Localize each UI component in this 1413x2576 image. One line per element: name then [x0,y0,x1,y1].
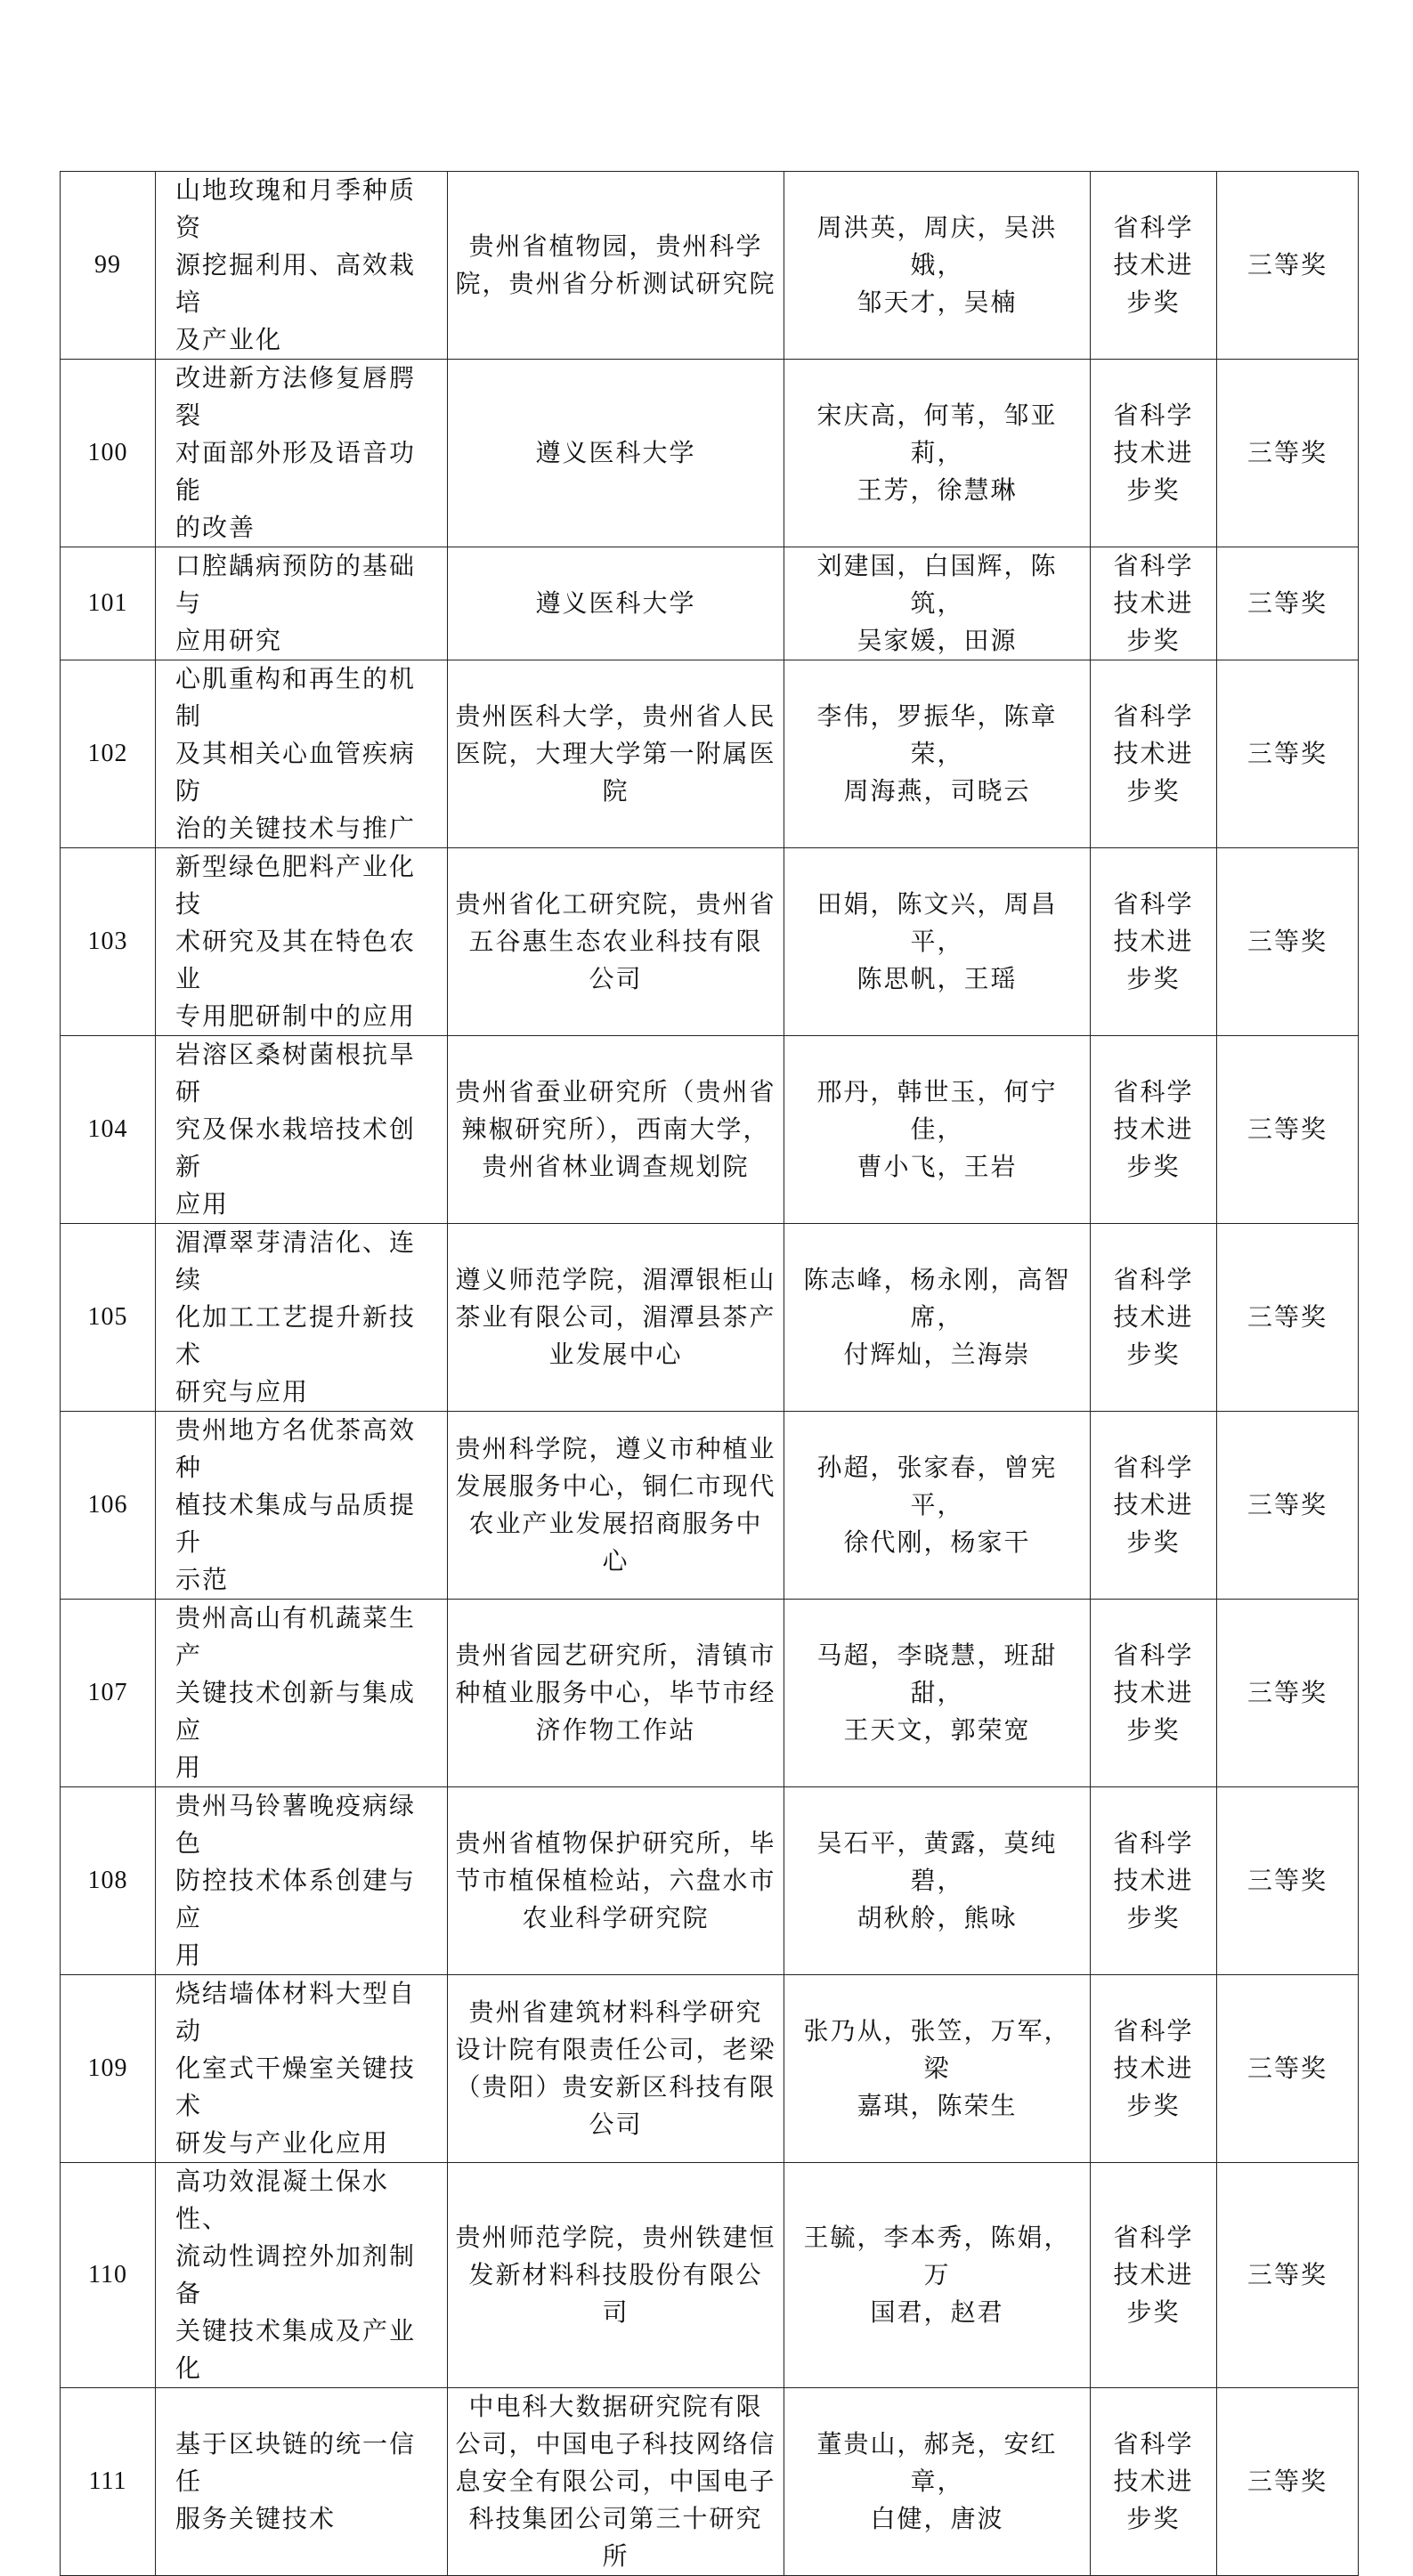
contributors: 田娟，陈文兴，周昌平， 陈思帆，王瑶 [784,848,1091,1036]
table-row [61,360,1359,547]
project-title: 贵州马铃薯晚疫病绿色 防控技术体系创建与应 用 [156,1787,448,1975]
contributors: 张乃从，张笠，万军，梁 嘉琪，陈荣生 [784,1975,1091,2163]
project-title: 心肌重构和再生的机制 及其相关心血管疾病防 治的关键技术与推广 [156,660,448,848]
award-level: 三等奖 [1217,360,1359,547]
project-title: 改进新方法修复唇腭裂 对面部外形及语音功能 的改善 [156,360,448,547]
award-category: 省科学 技术进 步奖 [1091,1787,1217,1975]
table-row [61,660,1359,848]
table-row [61,1975,1359,2163]
organizations: 贵州省植物保护研究所，毕 节市植保植检站，六盘水市 农业科学研究院 [448,1787,784,1975]
organizations: 遵义医科大学 [448,360,784,547]
row-number: 109 [61,1975,156,2163]
award-level: 三等奖 [1217,2163,1359,2388]
table-row [61,2388,1359,2576]
award-category: 省科学 技术进 步奖 [1091,2163,1217,2388]
organizations: 贵州医科大学，贵州省人民 医院，大理大学第一附属医 院 [448,660,784,848]
award-category: 省科学 技术进 步奖 [1091,360,1217,547]
row-number: 106 [61,1412,156,1600]
organizations: 贵州省植物园，贵州科学 院，贵州省分析测试研究院 [448,172,784,360]
row-number: 107 [61,1600,156,1787]
award-level: 三等奖 [1217,1036,1359,1224]
row-number: 103 [61,848,156,1036]
award-category: 省科学 技术进 步奖 [1091,660,1217,848]
project-title: 贵州地方名优茶高效种 植技术集成与品质提升 示范 [156,1412,448,1600]
table-row [61,172,1359,360]
contributors: 王毓，李本秀，陈娟，万 国君，赵君 [784,2163,1091,2388]
table-row [61,1600,1359,1787]
award-level: 三等奖 [1217,1600,1359,1787]
project-title: 高功效混凝土保水性、 流动性调控外加剂制备 关键技术集成及产业化 [156,2163,448,2388]
project-title: 山地玫瑰和月季种质资 源挖掘利用、高效栽培 及产业化 [156,172,448,360]
project-title: 烧结墙体材料大型自动 化室式干燥室关键技术 研发与产业化应用 [156,1975,448,2163]
organizations: 遵义师范学院，湄潭银柜山 茶业有限公司，湄潭县茶产 业发展中心 [448,1224,784,1412]
project-title: 新型绿色肥料产业化技 术研究及其在特色农业 专用肥研制中的应用 [156,848,448,1036]
organizations: 贵州省园艺研究所，清镇市 种植业服务中心，毕节市经 济作物工作站 [448,1600,784,1787]
table-row [61,1412,1359,1600]
award-category: 省科学 技术进 步奖 [1091,848,1217,1036]
table-row [61,1787,1359,1975]
award-level: 三等奖 [1217,2388,1359,2576]
row-number: 101 [61,547,156,660]
award-level: 三等奖 [1217,1975,1359,2163]
organizations: 中电科大数据研究院有限 公司，中国电子科技网络信 息安全有限公司，中国电子 科技集团公司第三十研究 所 [448,2388,784,2576]
award-category: 省科学 技术进 步奖 [1091,1975,1217,2163]
contributors: 吴石平，黄露，莫纯碧， 胡秋舲，熊咏 [784,1787,1091,1975]
award-level: 三等奖 [1217,848,1359,1036]
row-number: 105 [61,1224,156,1412]
project-title: 贵州高山有机蔬菜生产 关键技术创新与集成应 用 [156,1600,448,1787]
organizations: 贵州师范学院，贵州铁建恒 发新材料科技股份有限公 司 [448,2163,784,2388]
table-row [61,547,1359,660]
row-number: 110 [61,2163,156,2388]
table-row [61,1036,1359,1224]
contributors: 李伟，罗振华，陈章荣， 周海燕，司晓云 [784,660,1091,848]
award-level: 三等奖 [1217,172,1359,360]
organizations: 贵州省建筑材料科学研究 设计院有限责任公司，老梁 （贵阳）贵安新区科技有限 公司 [448,1975,784,2163]
table-row [61,1224,1359,1412]
award-level: 三等奖 [1217,660,1359,848]
award-category: 省科学 技术进 步奖 [1091,1224,1217,1412]
contributors: 宋庆高，何苇，邹亚莉， 王芳，徐慧琳 [784,360,1091,547]
contributors: 陈志峰，杨永刚，高智席， 付辉灿，兰海崇 [784,1224,1091,1412]
row-number: 104 [61,1036,156,1224]
contributors: 孙超，张家春，曾宪平， 徐代刚，杨家干 [784,1412,1091,1600]
project-title: 湄潭翠芽清洁化、连续 化加工工艺提升新技术 研究与应用 [156,1224,448,1412]
table-row [61,848,1359,1036]
contributors: 周洪英，周庆，吴洪娥， 邹天才，吴楠 [784,172,1091,360]
table-row [61,2163,1359,2388]
row-number: 108 [61,1787,156,1975]
award-category: 省科学 技术进 步奖 [1091,547,1217,660]
award-category: 省科学 技术进 步奖 [1091,1036,1217,1224]
awards-table [60,171,1359,2576]
project-title: 岩溶区桑树菌根抗旱研 究及保水栽培技术创新 应用 [156,1036,448,1224]
row-number: 102 [61,660,156,848]
contributors: 刘建国，白国辉，陈筑， 吴家媛，田源 [784,547,1091,660]
award-level: 三等奖 [1217,1224,1359,1412]
row-number: 99 [61,172,156,360]
contributors: 马超，李晓慧，班甜甜， 王天文，郭荣宽 [784,1600,1091,1787]
contributors: 董贵山，郝尧，安红章， 白健，唐波 [784,2388,1091,2576]
organizations: 遵义医科大学 [448,547,784,660]
award-category: 省科学 技术进 步奖 [1091,172,1217,360]
award-level: 三等奖 [1217,1787,1359,1975]
award-category: 省科学 技术进 步奖 [1091,1412,1217,1600]
organizations: 贵州省蚕业研究所（贵州省 辣椒研究所），西南大学， 贵州省林业调查规划院 [448,1036,784,1224]
award-level: 三等奖 [1217,547,1359,660]
row-number: 111 [61,2388,156,2576]
project-title: 基于区块链的统一信任 服务关键技术 [156,2388,448,2576]
project-title: 口腔龋病预防的基础与 应用研究 [156,547,448,660]
contributors: 邢丹，韩世玉，何宁佳， 曹小飞，王岩 [784,1036,1091,1224]
organizations: 贵州科学院，遵义市种植业 发展服务中心，铜仁市现代 农业产业发展招商服务中 心 [448,1412,784,1600]
award-category: 省科学 技术进 步奖 [1091,1600,1217,1787]
row-number: 100 [61,360,156,547]
award-category: 省科学 技术进 步奖 [1091,2388,1217,2576]
organizations: 贵州省化工研究院，贵州省 五谷惠生态农业科技有限 公司 [448,848,784,1036]
award-level: 三等奖 [1217,1412,1359,1600]
